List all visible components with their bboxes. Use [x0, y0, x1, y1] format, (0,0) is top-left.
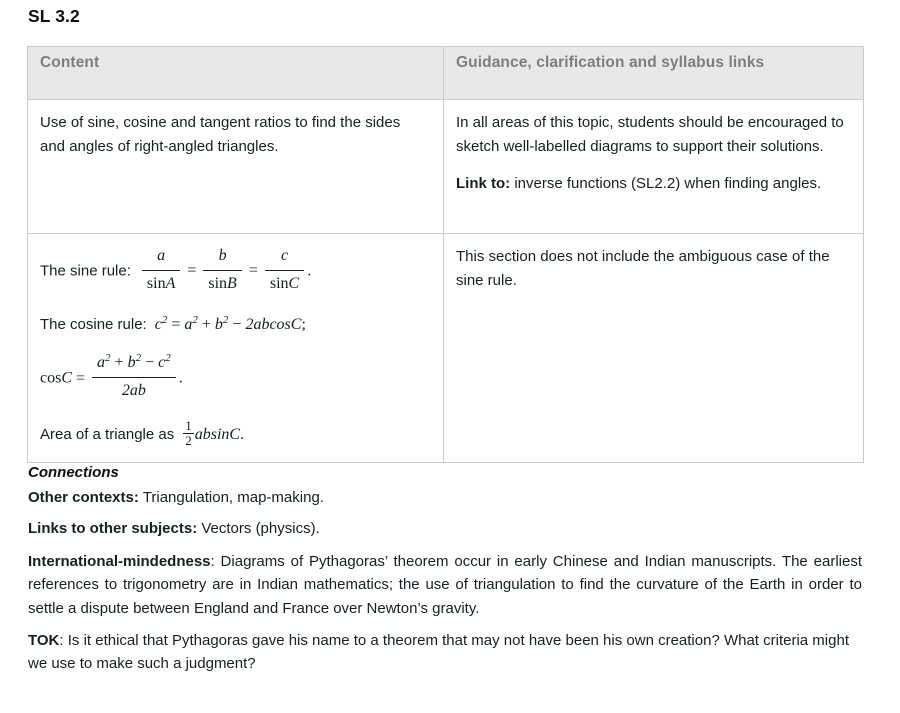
exponent-2: 2	[192, 313, 198, 326]
table-body	[28, 100, 864, 463]
exponent-2: 2	[105, 352, 111, 365]
guidance-link-to	[456, 172, 849, 196]
equals-sign: =	[248, 262, 258, 280]
international-mindedness-text: : Diagrams of Pythagoras’ theorem occur in early Chinese and Indian manuscripts. The earliest references to trigonometry are in Indian mathematics; the use of triangulation to find the curvature of the Earth in order to settle a dispute between England and France over Newton’s gravity.	[28, 553, 862, 617]
international-mindedness-label: International-mindedness	[28, 553, 211, 571]
angle-A: A	[165, 274, 176, 292]
equals-sign: =	[76, 369, 86, 387]
denominator-sinB	[203, 271, 241, 297]
other-contexts-label: Other contexts:	[28, 488, 139, 506]
denominator-2ab: 2ab	[121, 382, 146, 400]
sine-rule-label: The sine rule:	[40, 262, 131, 280]
equals-sign: =	[187, 262, 197, 280]
fraction-a-over-sinA	[142, 244, 180, 297]
other-contexts-line	[28, 487, 862, 510]
links-other-subjects-line	[28, 518, 862, 541]
denominator-sinA	[142, 271, 180, 297]
var-b: b	[214, 315, 223, 333]
var-b: b	[127, 354, 136, 372]
guidance-link-label: Link to:	[456, 174, 511, 192]
formula-triangle-area	[40, 417, 429, 450]
equals-sign: =	[171, 315, 181, 333]
column-header-guidance: Guidance, clarification and syllabus links	[444, 47, 864, 100]
table-row	[28, 234, 864, 463]
sin-op: sin	[208, 274, 228, 292]
table-header-row	[28, 47, 864, 100]
other-contexts-text: Triangulation, map-making.	[138, 488, 324, 506]
guidance-link-text: inverse functions (SL2.2) when finding angles.	[510, 174, 822, 192]
var-a: a	[184, 315, 193, 333]
guidance-paragraph-diagrams: In all areas of this topic, students should be encouraged to sketch well-labelled diagrams to support their solutions.	[456, 114, 844, 156]
fraction-one-half	[183, 419, 194, 449]
fraction-b-over-sinB	[203, 244, 241, 297]
term-2abcos: 2abcos	[245, 315, 291, 333]
cos-op: cos	[40, 369, 62, 387]
numerator-a: a	[142, 244, 180, 271]
numerator-a2b2c2	[92, 351, 176, 378]
formula-cosine-rule	[40, 313, 429, 338]
sin-op: sin	[146, 274, 166, 292]
table-row	[28, 100, 864, 234]
tok-paragraph	[28, 629, 862, 676]
numerator-1: 1	[185, 417, 192, 433]
minus-sign: −	[232, 315, 242, 333]
var-c: c	[154, 315, 162, 333]
math-formulas	[40, 245, 429, 450]
area-label: Area of a triangle as	[40, 425, 175, 443]
fraction-c-over-sinC	[265, 244, 304, 297]
plus-sign: +	[201, 315, 211, 333]
formula-sine-rule	[40, 245, 429, 298]
var-a: a	[97, 354, 106, 372]
syllabus-table	[27, 46, 864, 463]
tok-text: : Is it ethical that Pythagoras gave his name to a theorem that may not have been his own creation? What criteria might we use to make such a judgment?	[28, 631, 849, 673]
cell-guidance-ambiguous	[444, 234, 864, 463]
exponent-2: 2	[161, 313, 168, 326]
cell-guidance-diagrams	[444, 100, 864, 234]
column-header-content: Content	[28, 47, 444, 100]
guidance-text-ambiguous: This section does not include the ambiguous case of the sine rule.	[456, 248, 830, 290]
tok-label: TOK	[28, 631, 60, 649]
fraction-cosC	[92, 351, 176, 404]
cell-content-rules	[28, 234, 444, 463]
cosine-rule-label: The cosine rule:	[40, 315, 147, 333]
angle-C: C	[288, 274, 300, 292]
period: .	[178, 369, 183, 387]
numerator-b: b	[203, 244, 241, 271]
period: .	[240, 425, 245, 443]
exponent-2: 2	[222, 313, 229, 326]
plus-sign: +	[114, 354, 124, 372]
angle-C: C	[61, 369, 72, 387]
content-text-ratios: Use of sine, cosine and tangent ratios to find the sides and angles of right-angled triangles.	[40, 114, 401, 156]
sin-op: sin	[269, 274, 289, 292]
links-other-subjects-label: Links to other subjects:	[28, 520, 198, 538]
denominator-sinC	[265, 271, 304, 297]
international-mindedness-paragraph	[28, 550, 862, 620]
angle-B: B	[227, 274, 237, 292]
page-title: SL 3.2	[28, 6, 80, 26]
connections-heading: Connections	[28, 464, 119, 481]
numerator-c: c	[265, 244, 304, 271]
table-header	[28, 47, 864, 100]
exponent-2: 2	[165, 352, 171, 365]
formula-cosine-rearranged	[40, 352, 429, 405]
minus-sign: −	[145, 354, 155, 372]
period: .	[307, 262, 312, 280]
exponent-2: 2	[135, 352, 142, 365]
angle-C: C	[229, 425, 241, 443]
angle-C: C	[290, 315, 302, 333]
semicolon: ;	[301, 315, 306, 333]
term-absin: absin	[194, 425, 230, 443]
var-c: c	[158, 354, 166, 372]
connections-section	[28, 462, 862, 675]
denominator-2: 2	[185, 433, 192, 449]
cell-content-ratios	[28, 100, 444, 234]
links-other-subjects-text: Vectors (physics).	[197, 520, 320, 538]
